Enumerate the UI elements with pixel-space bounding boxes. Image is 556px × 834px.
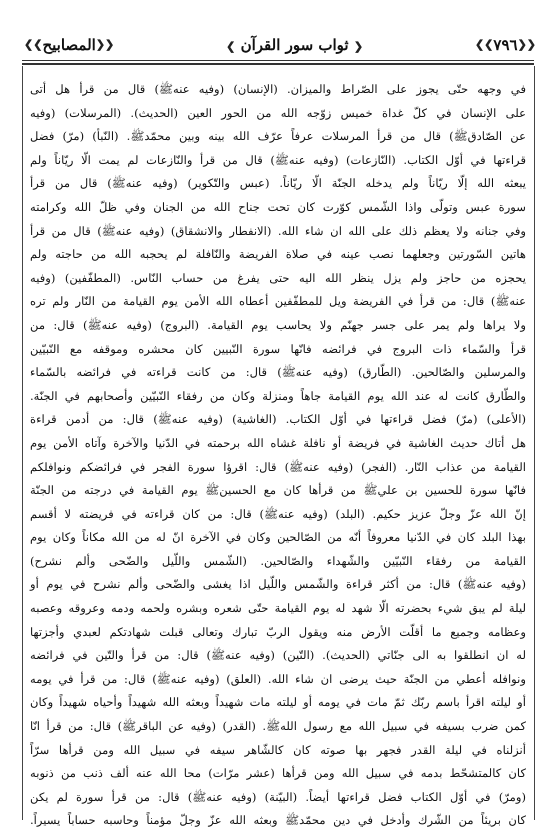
text-line: القيامة من رفقاء النّبيّين والشّهداء والصّالحين. (الشّمس واللّيل والضّحى وألم نشرح) (30, 553, 526, 568)
text-line: كان بريئاً من الشّرك وأدخل في دين محمّدﷺ وبعثه الله عزّ وجلّ مؤمناً وحاسبه حساباً يسيراً. (30, 813, 526, 828)
text-line: هاتين السّورتين وجعلهما نصب عينه في صلاة الفريضة والنّافلة لم يحجبه الله من حاجته ولم (30, 247, 526, 262)
text-line: (الأعلى) (مرّ) فضل قراءتها في أوّل الكتاب. (الغاشية) (وفيه عنهﷺ) قال: من أدمن قراءة (30, 412, 526, 427)
ornament-icon: ❯❯ (517, 38, 536, 51)
text-line: والمرسلين والصّالحين. (الطّارق) (وفيه عنهﷺ) قال: من كانت قراءته في فرائضه بالسّماء (30, 365, 526, 380)
text-line: هل أتاك حديث الغاشية في فريضة أو نافلة غشاه الله برحمته في الدّنيا والآخرة وآتاه الأمن يوم (30, 435, 526, 450)
book-title-text: المصابيح (42, 36, 96, 54)
text-line: والطّارق كانت له عند الله يوم القيامة جاهاً ومنزلة وكان من رفقاء النّبيّين وأصحابهم في الجنّة. (30, 388, 526, 403)
text-line: في وجهه حتّى يجوز على الصّراط والميزان. (الإنسان) (وفيه عنهﷺ) قال من قرأ هل أتى (30, 82, 526, 96)
page-number-text: ٧٩٦ (493, 36, 518, 54)
text-line: ونوافله أعطي من الجنّة حيث يرضى ان شاء الله. (العلق) (وفيه عنهﷺ) قال: من قرأ في يومه (30, 671, 526, 686)
text-line: القيامة من عذاب النّار. (الفجر) (وفيه عنهﷺ) قال: اقرؤا سورة الفجر في فرائضكم ونوافلكم (30, 459, 526, 474)
ornament-icon: ❯ (226, 40, 236, 53)
header-page-number (471, 36, 540, 54)
text-line: قرأ والسّماء ذات البروج في فرائضه فانّها سورة النّبيين كان محشره وموقفه مع النّبيّين (30, 341, 526, 356)
text-line: كمن ضرب بسيفه في سبيل الله مع رسول اللهﷺ. (القدر) (وفيه عن الباقرﷺ) قال: من قرأ انّا (30, 719, 526, 734)
text-line: سورة عبس وتولّى واذا الشّمس كوّرت كان تحت جناح الله من الجنان وفي ظلّ الله وكرامته (30, 199, 526, 214)
text-line: فانّها سورة للحسين بن عليﷺ من قرأها كان مع الحسينﷺ يوم القيامة في درجته من الجنّة (30, 483, 526, 498)
ornament-icon: ❮ (353, 40, 364, 53)
text-line: أو ليلته اقرأ باسم ربّك ثمّ مات في يومه أو ليلته مات شهيداً وبعثه الله شهيداً وأحياه شهيداً وكان (30, 695, 526, 710)
text-line: كان كالمتشحّط بدمه في سبيل الله ومن قرأها (عشر مرّات) محا الله عنه ألف ذنب من ذنوبه (30, 766, 526, 781)
ornament-icon: ❯❯ (95, 38, 115, 51)
header-rule-thick (22, 63, 534, 65)
text-line: بهذا البلد كان في الدّنيا معروفاً أنّه من الصّالحين وكان في الآخرة انّ له من الله مكاناً وكان يوم (30, 530, 526, 545)
page-header (20, 34, 540, 56)
text-line: له ان انطلقوا به الى جنّاتي (الحديث). (التّين) (وفيه عنهﷺ) قال: من قرأ والتّين في فرائضه (30, 648, 526, 663)
text-line: عن الصّادقﷺ) قال من قرأ المرسلات عرفاً عرّف الله بينه وبين محمّدﷺ. (النّبأ) (مرّ) فضل (30, 129, 526, 144)
text-line: ولا يراها ولم يمر على جسر جهنّم ولا يحاسب يوم القيامة. (البروج) (وفيه عنهﷺ) قال: من (30, 317, 526, 332)
text-line: قراءتها في أوّل الكتاب. (النّازعات) (وفيه عنهﷺ) قال من قرأ والنّازعات لم يمت الّا ريّاناً ولم (30, 152, 526, 167)
text-line: على الإنسان في كلّ غداة خميس زوّجه الله من الحور العين (الحديث). (المرسلات) (وفيه (30, 105, 526, 120)
header-rule (22, 60, 534, 61)
text-line: يحجزه من حاجز ولم يزل ينظر الله اليه حتى يفرغ من حساب النّاس. (المطفّفين) (وفيه (30, 270, 526, 285)
chapter-title-text: ثواب سور القرآن (240, 36, 349, 54)
text-line: أنزلناه في ليلة القدر فجهر بها صوته كان كالشّاهر سيفه في سبيل الله ومن قرأها سرّاً (30, 742, 526, 757)
text-line: إنّ الله عزّ وجلّ عزيز حكيم. (البلد) (وفيه عنهﷺ) قال: من كان قراءته في فريضته لا أقسم (30, 506, 526, 521)
header-chapter-title (226, 36, 363, 54)
ornament-icon: ❮❮ (474, 38, 494, 51)
text-line: ليلة لم يبق شيء بحضرته الّا شهد له يوم القيامة حتّى شعره وبشره ولحمه ودمه وعروقه وعصبه (30, 601, 526, 616)
header-book-title (20, 36, 118, 54)
text-line: (ومرّ) في أوّل الكتاب فضل قراءتها أيضاً. (البيّنة) (وفيه عنهﷺ) قال: من قرأ سورة لم يكن (30, 789, 526, 804)
text-line: عنهﷺ) قال: من قرأ في الفريضة ويل للمطفّفين أعطاه الله الأمن يوم القيامة من النّار ولم تره (30, 294, 526, 309)
text-line: (وفيه عنهﷺ) قال: من أكثر قراءة والشّمس واللّيل اذا يغشى والضّحى وألم نشرح في يوم أو (30, 577, 526, 592)
text-line: وفي جنانه ولا يعظم ذلك على الله ان شاء الله. (الانفطار والانشقاق) (وفيه عنهﷺ) قال من قرأ (30, 223, 526, 238)
text-line: يبعثه الله إلّا ريّاناً ولم يدخله الجنّة الّا ريّاناً. (عبس والتّكوير) (وفيه عنهﷺ) قال من قرأ (30, 176, 526, 191)
text-line: وعظامه وجميع ما أقلّت الأرض منه ويقول الربّ تبارك وتعالى قبلت شهادتكم لعبدي وأجزتها (30, 624, 526, 639)
ornament-icon: ❮❮ (24, 38, 43, 51)
body-text (30, 78, 526, 828)
